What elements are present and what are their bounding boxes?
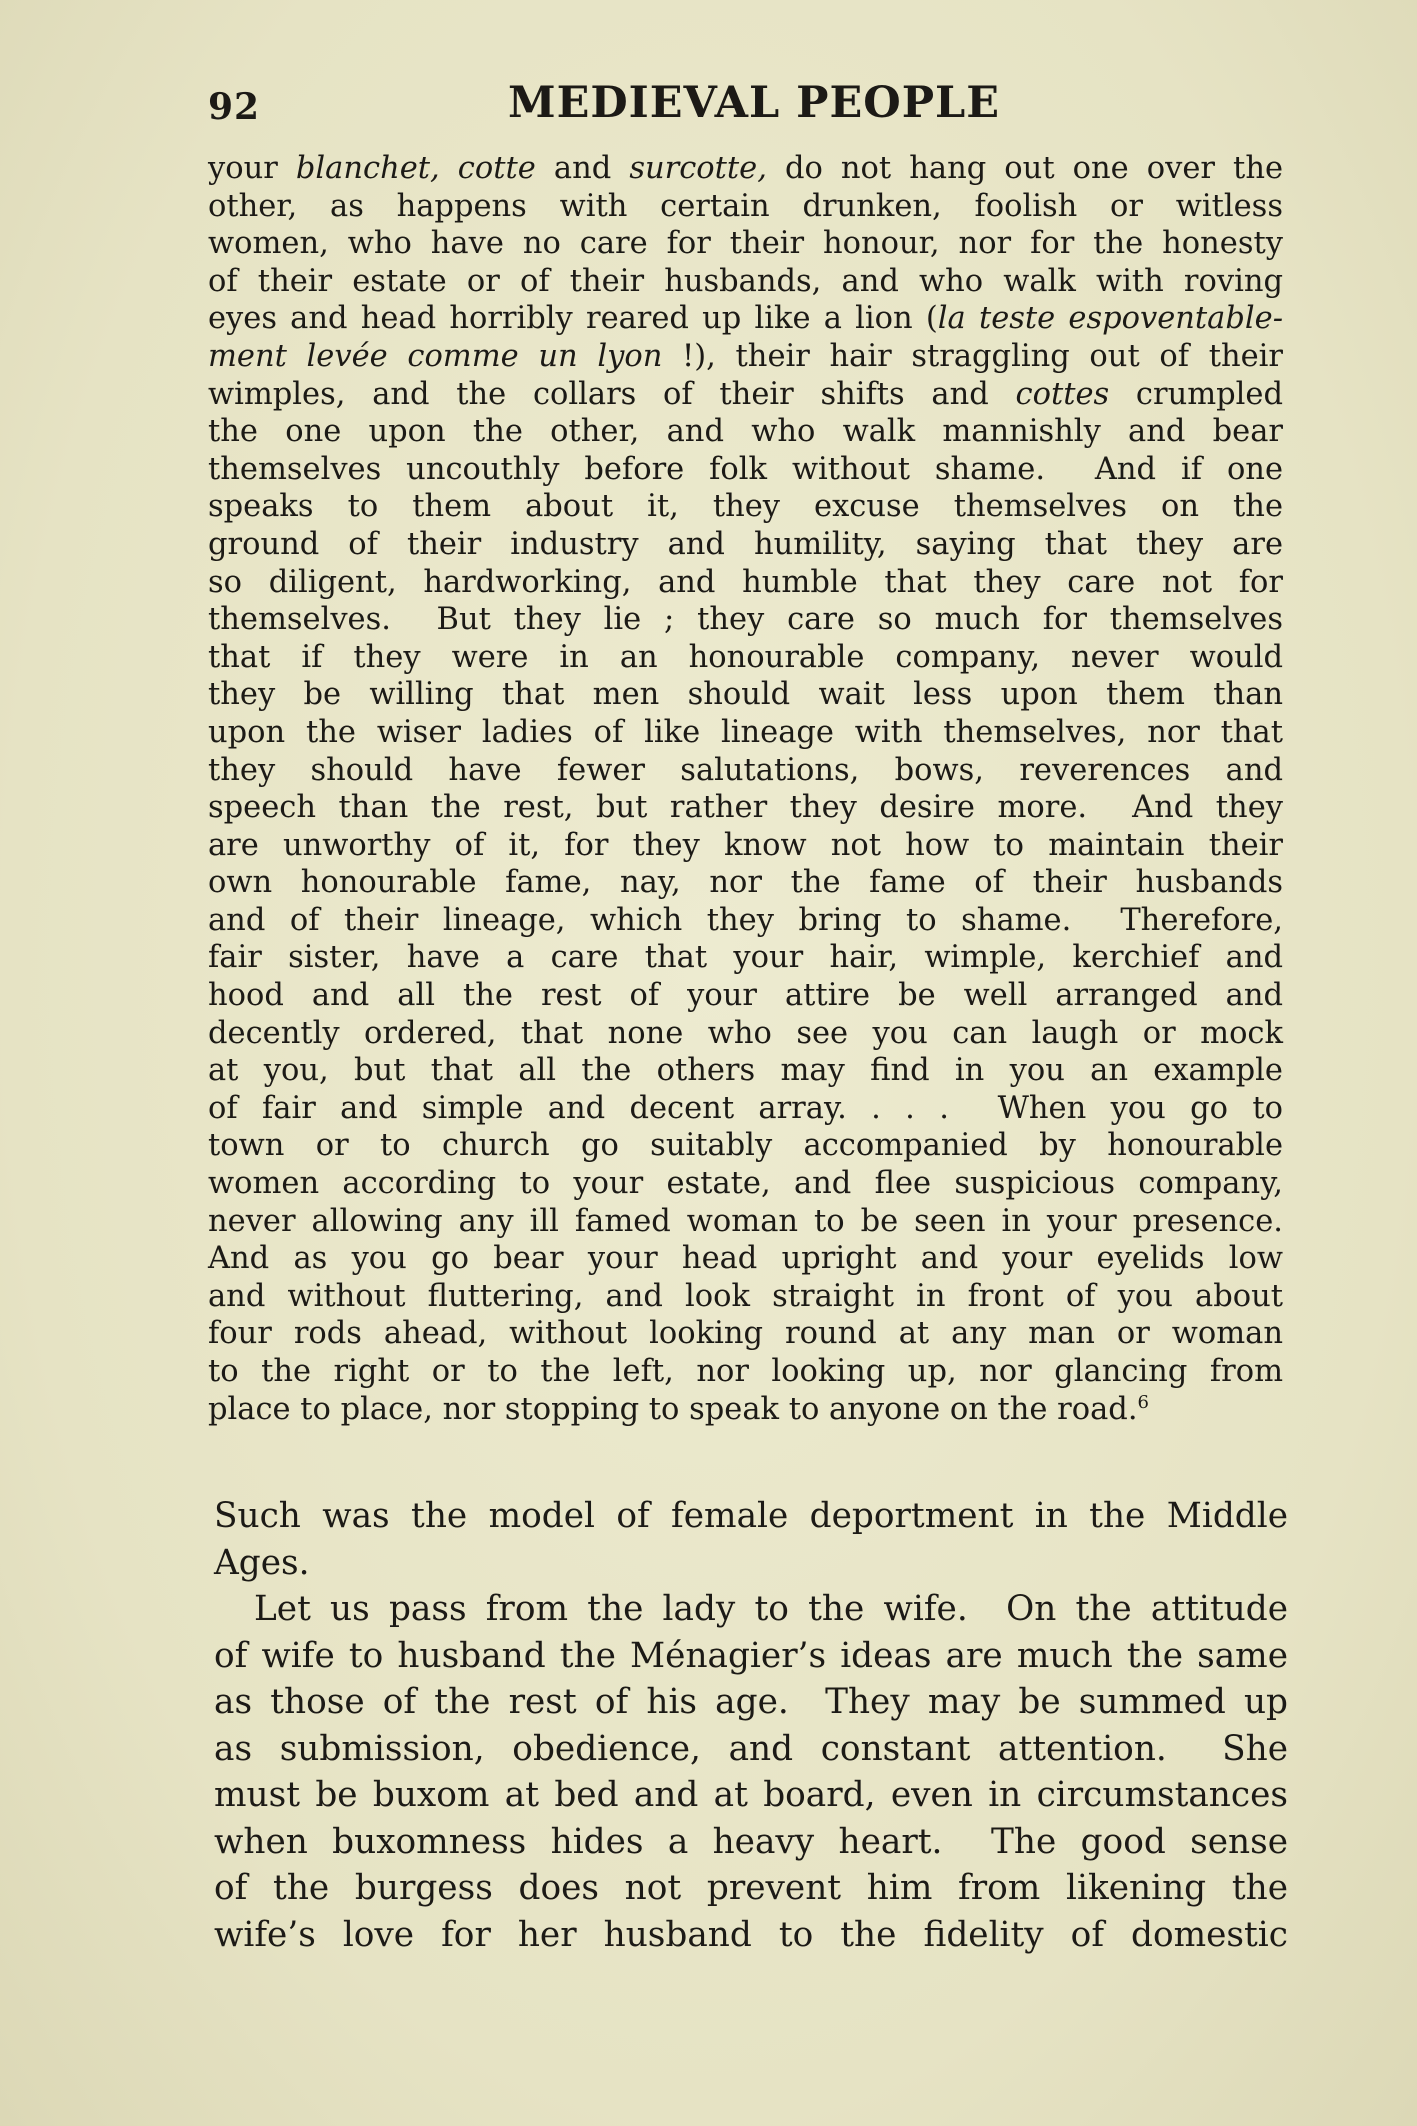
quote-line: that if they were in an honourable company, never would	[208, 639, 1283, 675]
quote-line: they be willing that men should wait less upon them than	[208, 677, 1283, 713]
quote-line: so diligent, hardworking, and humble that they care not for	[208, 564, 1283, 600]
quote-line: women, who have no care for their honour, nor for the honesty	[208, 226, 1283, 262]
page-number: 92	[208, 86, 261, 128]
quote-line: ment levée comme un lyon !), their hair straggling out of their	[208, 338, 1283, 374]
quote-line: of their estate or of their husbands, and who walk with roving	[208, 263, 1283, 299]
quote-line: the one upon the other, and who walk mannishly and bear	[208, 414, 1283, 450]
quote-line: women according to your estate, and flee suspicious company,	[208, 1166, 1283, 1202]
quote-line: ground of their industry and humility, saying that they are	[208, 526, 1283, 562]
body-line: wife’s love for her husband to the fidelity of domestic	[214, 1914, 1288, 1955]
body-line: Ages.	[214, 1542, 310, 1583]
quote-line: own honourable fame, nay, nor the fame of their husbands	[208, 865, 1283, 901]
quoted-passage	[208, 150, 1283, 1428]
quote-line: And as you go bear your head upright and your eyelids low	[208, 1241, 1283, 1277]
quote-line: decently ordered, that none who see you can laugh or mock	[208, 1015, 1283, 1051]
quote-line: upon the wiser ladies of like lineage with themselves, nor that	[208, 714, 1283, 750]
quote-line: they should have fewer salutations, bows, reverences and	[208, 752, 1283, 788]
body-line: Let us pass from the lady to the wife. On the attitude	[254, 1589, 1288, 1629]
quote-line: and without fluttering, and look straight in front of you about	[208, 1278, 1283, 1314]
quote-line: never allowing any ill famed woman to be seen in your presence.	[208, 1203, 1283, 1239]
body-line: of wife to husband the Ménagier’s ideas are much the same	[214, 1635, 1288, 1676]
body-line: as submission, obedience, and constant attention. She	[214, 1728, 1288, 1769]
quote-line: your blanchet, cotte and surcotte, do not hang out one over the	[208, 151, 1284, 186]
quote-line: town or to church go suitably accompanied by honourable	[208, 1128, 1283, 1164]
quote-line: and of their lineage, which they bring to shame. Therefore,	[208, 902, 1283, 938]
body-line: of the burgess does not prevent him from likening the	[214, 1868, 1288, 1908]
quote-line: to the right or to the left, nor looking up, nor glancing from	[208, 1354, 1283, 1389]
quote-line: are unworthy of it, for they know not how to maintain their	[208, 827, 1283, 863]
quote-line: at you, but that all the others may find in you an example	[208, 1053, 1283, 1089]
quote-line: fair sister, have a care that your hair, wimple, kerchief and	[208, 940, 1283, 976]
quote-line: other, as happens with certain drunken, foolish or witless	[208, 188, 1283, 224]
page-header	[208, 78, 1288, 138]
quote-line: wimples, and the collars of their shifts and cottes crumpled	[208, 376, 1283, 412]
quote-line: four rods ahead, without looking round at any man or woman	[208, 1316, 1283, 1352]
quote-line: place to place, nor stopping to speak to anyone on the road.$^6$	[208, 1391, 1149, 1427]
quote-line: themselves. But they lie ; they care so much for themselves	[208, 602, 1283, 638]
quote-line: eyes and head horribly reared up like a lion (la teste espoventable-	[208, 301, 1283, 337]
quote-line: speech than the rest, but rather they desire more. And they	[208, 790, 1283, 826]
body-line: when buxomness hides a heavy heart. The good sense	[214, 1821, 1288, 1862]
body-line: must be buxom at bed and at board, even in circumstances	[214, 1775, 1288, 1815]
quote-line: themselves uncouthly before folk without shame. And if one	[208, 451, 1283, 487]
quote-line: hood and all the rest of your attire be well arranged and	[208, 978, 1283, 1014]
body-line: as those of the rest of his age. They may be summed up	[214, 1682, 1288, 1722]
quote-line: of fair and simple and decent array. . . . When you go to	[208, 1090, 1283, 1126]
running-head: MEDIEVAL PEOPLE	[508, 78, 1001, 128]
quote-line: speaks to them about it, they excuse themselves on the	[208, 489, 1283, 525]
body-line: Such was the model of female deportment in the Middle	[214, 1496, 1288, 1536]
body-text	[214, 1493, 1288, 1958]
